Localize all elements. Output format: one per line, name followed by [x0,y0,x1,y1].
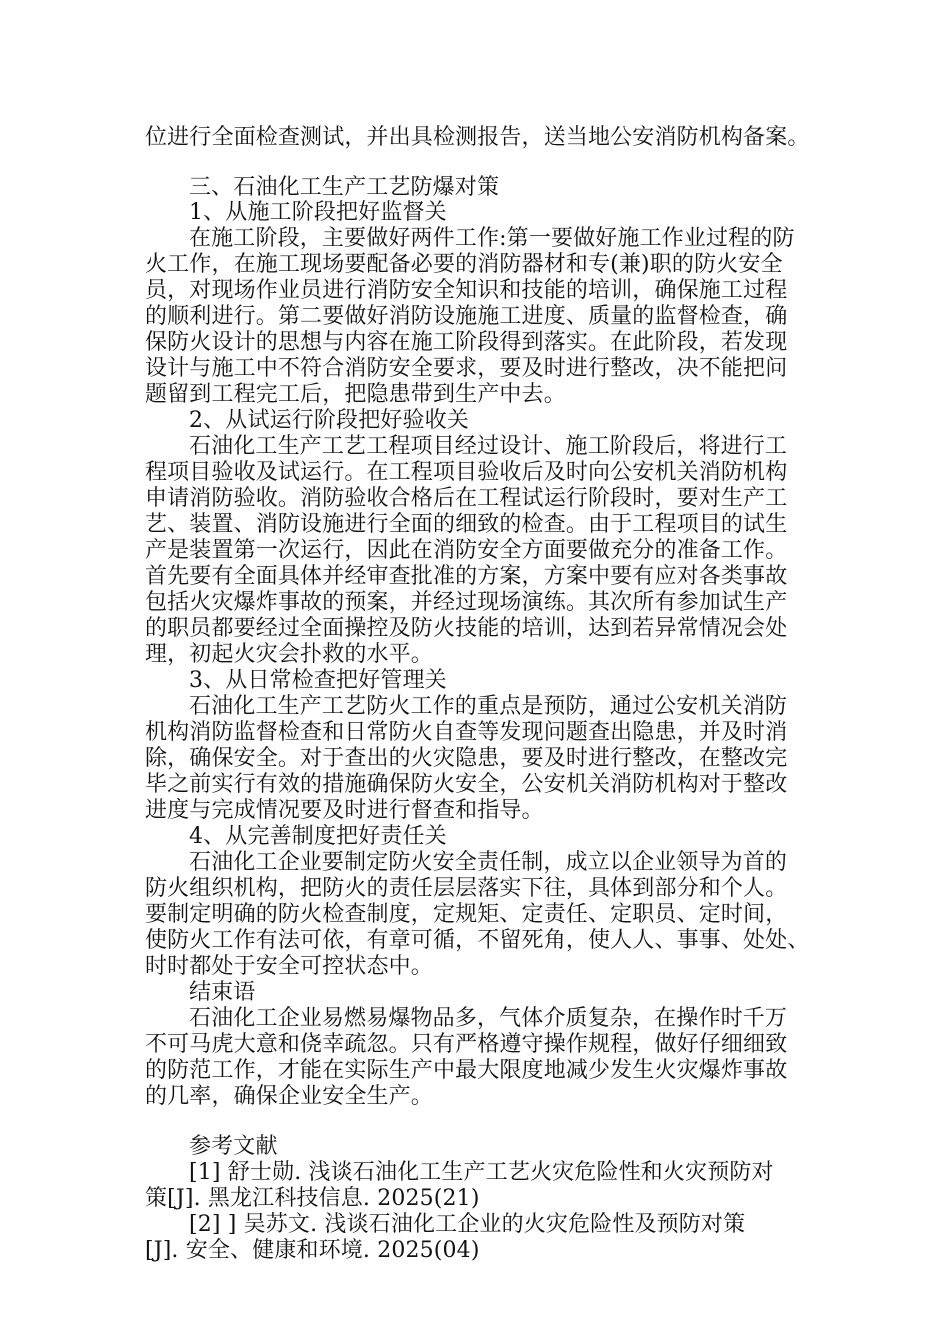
body-text-line: 首先要有全面具体并经审查批准的方案，方案中要有应对各类事故 [145,564,788,589]
body-text-line: 进度与完成情况要及时进行督查和指导。 [145,798,544,823]
body-text-line: 石油化工生产工艺防火工作的重点是预防，通过公安机关消防 [189,694,788,719]
body-text-line: 位进行全面检查测试，并出具检测报告，送当地公安消防机构备案。 [145,125,810,150]
body-text-line: 防火组织机构，把防火的责任层层落实下往，具体到部分和个人。 [145,876,788,901]
body-text-line: 设计与施工中不符合消防安全要求，要及时进行整改，决不能把问 [145,356,788,381]
body-text-line: 使防火工作有法可依，有章可循，不留死角，使人人、事事、处处、 [145,928,810,953]
body-text-line: 包括火灾爆炸事故的预案，并经过现场演练。其次所有参加试生产 [145,590,788,615]
subsection-heading: 4、从完善制度把好责任关 [189,824,447,849]
body-text-line: 申请消防验收。消防验收合格后在工程试运行阶段时，要对生产工 [145,486,788,511]
body-text-line: 石油化工企业易燃易爆物品多，气体介质复杂，在操作时千万 [189,1006,788,1031]
body-text-line: 的防范工作，才能在实际生产中最大限度地减少发生火灾爆炸事故 [145,1058,788,1083]
body-text-line: 时时都处于安全可控状态中。 [145,954,433,979]
body-text-line: 毕之前实行有效的措施确保防火安全，公安机关消防机构对于整改 [145,772,788,797]
body-text-line: 员，对现场作业员进行消防安全知识和技能的培训，确保施工过程 [145,278,788,303]
section-heading: 结束语 [189,980,256,1005]
reference-entry-continuation: [J]. 安全、健康和环境. 2025(04) [145,1238,480,1263]
reference-entry: [2] ] 吴苏文. 浅谈石油化工企业的火灾危险性及预防对策 [189,1212,746,1237]
subsection-heading: 1、从施工阶段把好监督关 [189,200,447,225]
references-heading: 参考文献 [189,1134,278,1159]
body-text-line: 不可马虎大意和侥幸疏忽。只有严格遵守操作规程，做好仔细细致 [145,1032,788,1057]
subsection-heading: 3、从日常检查把好管理关 [189,668,447,693]
body-text-line: 除，确保安全。对于查出的火灾隐患，要及时进行整改，在整改完 [145,746,788,771]
body-text-line: 理，初起火灾会扑救的水平。 [145,642,433,667]
section-heading: 三、石油化工生产工艺防爆对策 [189,175,500,200]
body-text-line: 题留到工程完工后，把隐患带到生产中去。 [145,382,566,407]
body-text-line: 的几率，确保企业安全生产。 [145,1084,433,1109]
body-text-line: 要制定明确的防火检查制度，定规矩、定责任、定职员、定时间， [145,902,788,927]
body-text-line: 石油化工企业要制定防火安全责任制，成立以企业领导为首的 [189,850,788,875]
body-text-line: 程项目验收及试运行。在工程项目验收后及时向公安机关消防机构 [145,460,788,485]
body-text-line: 艺、装置、消防设施进行全面的细致的检查。由于工程项目的试生 [145,512,788,537]
body-text-line: 的职员都要经过全面操控及防火技能的培训，达到若异常情况会处 [145,616,788,641]
body-text-line: 火工作，在施工现场要配备必要的消防器材和专(兼)职的防火安全 [145,252,783,277]
body-text-line: 在施工阶段，主要做好两件工作:第一要做好施工作业过程的防 [189,226,795,251]
body-text-line: 石油化工生产工艺工程项目经过设计、施工阶段后，将进行工 [189,434,788,459]
reference-entry: [1] 舒士勋. 浅谈石油化工生产工艺火灾危险性和火灾预防对 [189,1160,774,1185]
subsection-heading: 2、从试运行阶段把好验收关 [189,408,469,433]
body-text-line: 保防火设计的思想与内容在施工阶段得到落实。在此阶段，若发现 [145,330,788,355]
body-text-line: 机构消防监督检查和日常防火自查等发现问题查出隐患，并及时消 [145,720,788,745]
body-text-line: 的顺利进行。第二要做好消防设施施工进度、质量的监督检查，确 [145,304,788,329]
reference-entry-continuation: 策[J]. 黑龙江科技信息. 2025(21) [145,1186,480,1211]
body-text-line: 产是装置第一次运行，因此在消防安全方面要做充分的准备工作。 [145,538,788,563]
